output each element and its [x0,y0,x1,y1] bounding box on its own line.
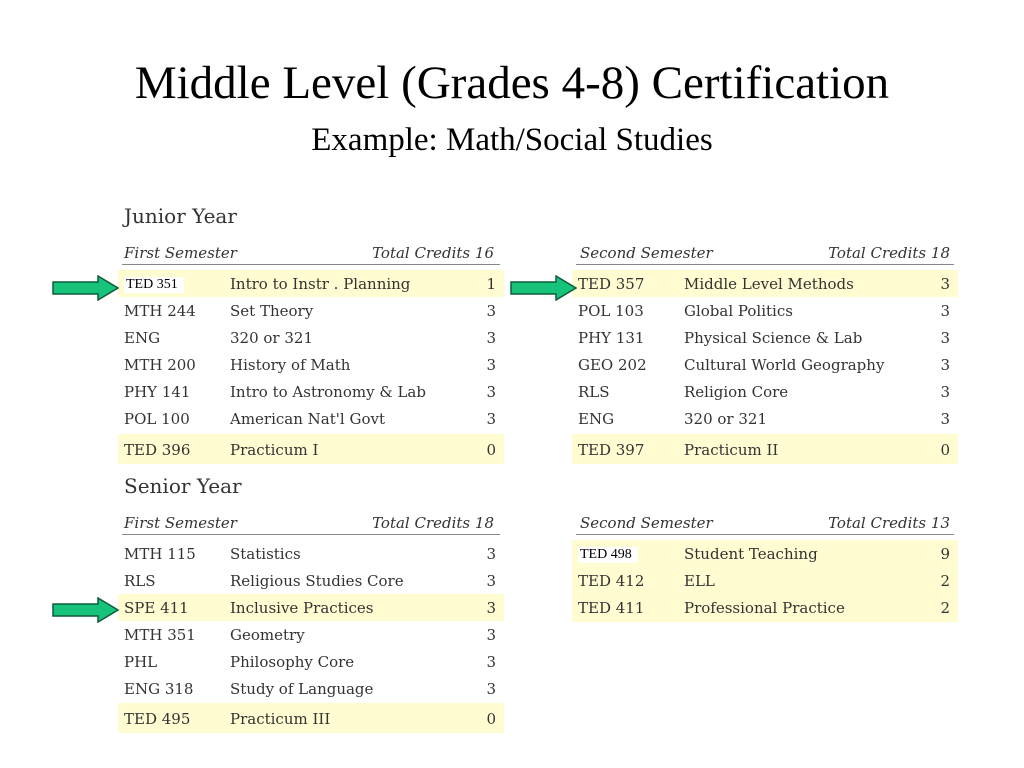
senior-year-heading: Senior Year [124,474,242,498]
course-name: Cultural World Geography [684,356,885,374]
course-code: MTH 200 [124,356,196,374]
course-name: Practicum II [684,441,779,459]
junior-first-semester-label: First Semester [124,244,237,262]
course-name: Philosophy Core [230,653,355,671]
course-code: MTH 351 [124,626,196,644]
course-credits: 9 [940,545,950,563]
course-code: TED 351 [124,277,184,293]
course-code: PHL [124,653,158,671]
course-credits: 3 [486,653,496,671]
table-row [118,703,504,733]
senior-first-semester-label: First Semester [124,514,237,532]
table-row [118,378,504,405]
course-name: Geometry [230,626,305,644]
course-code: SPE 411 [124,599,189,617]
course-credits: 0 [486,710,496,728]
course-name: Intro to Astronomy & Lab [230,383,426,401]
table-row [118,567,504,594]
course-code: POL 100 [124,410,190,428]
course-name: Student Teaching [684,545,818,563]
course-code: PHY 141 [124,383,191,401]
course-credits: 3 [940,383,950,401]
course-credits: 3 [940,410,950,428]
course-credits: 3 [486,383,496,401]
table-row [118,297,504,324]
divider [576,264,954,265]
course-name: Physical Science & Lab [684,329,863,347]
junior-year-heading: Junior Year [124,204,237,228]
table-row [118,621,504,648]
course-name: American Nat'l Govt [230,410,385,428]
course-name: Global Politics [684,302,793,320]
course-code: RLS [578,383,610,401]
table-row [118,594,504,621]
course-code: ENG 318 [124,680,194,698]
arrow-right-icon [510,275,578,301]
course-name: 320 or 321 [684,410,767,428]
table-row [118,351,504,378]
course-name: 320 or 321 [230,329,313,347]
course-credits: 3 [486,329,496,347]
slide-title: Middle Level (Grades 4-8) Certification [134,57,890,109]
table-row [572,297,958,324]
course-name: History of Math [230,356,351,374]
course-name: Inclusive Practices [230,599,374,617]
course-credits: 1 [486,275,496,293]
course-credits: 3 [486,410,496,428]
course-credits: 2 [940,572,950,590]
course-code: MTH 115 [124,545,196,563]
course-code: TED 412 [578,572,645,590]
senior-second-total-credits: Total Credits 13 [828,514,950,532]
table-row [118,648,504,675]
course-credits: 0 [486,441,496,459]
course-code: TED 357 [578,275,645,293]
table-row [118,675,504,702]
course-code: TED 495 [124,710,191,728]
divider [122,534,500,535]
course-name: Religion Core [684,383,789,401]
table-row [572,540,958,567]
table-row [572,351,958,378]
course-credits: 3 [486,356,496,374]
course-code: ENG [578,410,615,428]
course-name: Statistics [230,545,301,563]
table-row [572,324,958,351]
table-row [572,567,958,594]
table-row [118,324,504,351]
course-name: Practicum I [230,441,319,459]
table-row [572,434,958,464]
course-credits: 3 [486,599,496,617]
course-credits: 3 [940,275,950,293]
course-credits: 3 [486,626,496,644]
course-credits: 3 [486,680,496,698]
divider [576,534,954,535]
course-code: MTH 244 [124,302,196,320]
course-code: PHY 131 [578,329,645,347]
course-name: Intro to Instr . Planning [230,275,411,293]
table-row [572,378,958,405]
course-code: TED 498 [578,547,638,563]
table-row [118,405,504,432]
senior-second-semester-label: Second Semester [580,514,713,532]
course-credits: 3 [940,356,950,374]
junior-second-semester-label: Second Semester [580,244,713,262]
course-credits: 2 [940,599,950,617]
course-code: POL 103 [578,302,644,320]
table-row [572,405,958,432]
table-row [118,540,504,567]
course-code: RLS [124,572,156,590]
course-credits: 3 [940,329,950,347]
course-name: Religious Studies Core [230,572,404,590]
course-code: GEO 202 [578,356,647,374]
table-row [572,270,958,297]
course-code: TED 397 [578,441,645,459]
course-credits: 0 [940,441,950,459]
course-credits: 3 [486,545,496,563]
course-name: Study of Language [230,680,374,698]
arrow-right-icon [52,597,120,623]
senior-first-total-credits: Total Credits 18 [372,514,494,532]
slide-subtitle: Example: Math/Social Studies [311,122,713,158]
course-name: Middle Level Methods [684,275,854,293]
junior-second-total-credits: Total Credits 18 [828,244,950,262]
course-name: Set Theory [230,302,314,320]
table-row [572,594,958,621]
course-credits: 3 [486,572,496,590]
course-name: ELL [684,572,715,590]
arrow-right-icon [52,275,120,301]
course-name: Professional Practice [684,599,845,617]
course-name: Practicum III [230,710,331,728]
junior-first-total-credits: Total Credits 16 [372,244,494,262]
table-row [118,270,504,297]
divider [122,264,500,265]
course-code: TED 396 [124,441,191,459]
course-code: ENG [124,329,161,347]
course-credits: 3 [940,302,950,320]
table-row [118,434,504,464]
course-code: TED 411 [578,599,645,617]
course-credits: 3 [486,302,496,320]
